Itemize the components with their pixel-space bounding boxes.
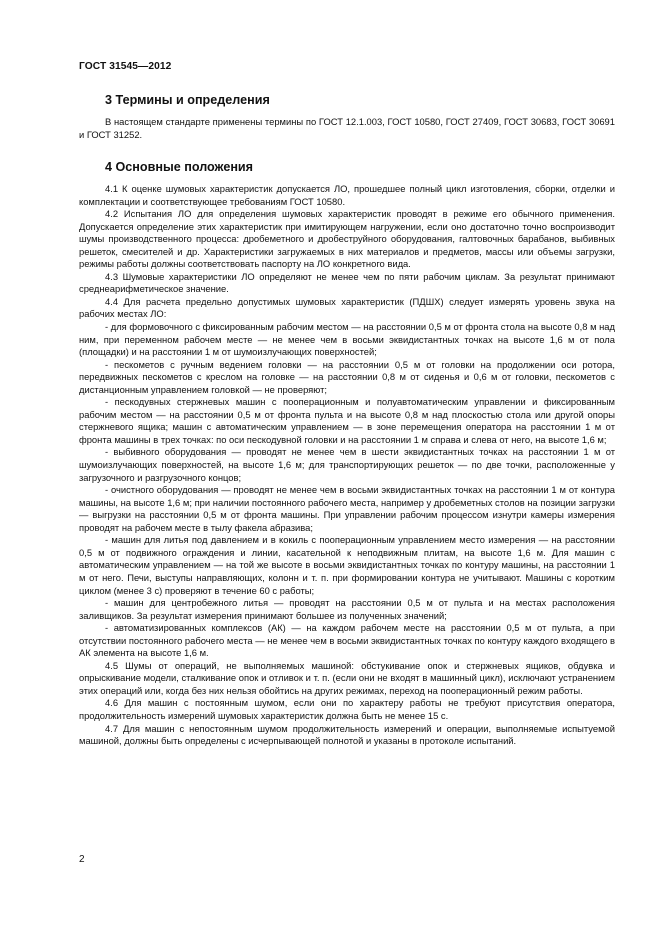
paragraph: 4.3 Шумовые характеристики ЛО определяют не менее чем по пяти рабочим циклам. За результат принимают среднеарифметическое значение.: [79, 270, 615, 295]
paragraph: В настоящем стандарте применены термины по ГОСТ 12.1.003, ГОСТ 10580, ГОСТ 27409, ГОСТ 30683, ГОСТ 30691 и ГОСТ 31252.: [79, 116, 615, 140]
paragraph: 4.5 Шумы от операций, не выполняемых машиной: обстукивание опок и стержневых ящиков, обдувка и опрыскивание модели, сталкивание опок и отливок и т. п. (если они не входят в машинный цикл), исключают устранением этих операций или, когда без них нельзя обойтись на других режимах, переход на пооперационный режим работы.: [79, 659, 615, 696]
document-header: ГОСТ 31545—2012: [79, 61, 172, 72]
list-item: - очистного оборудования — проводят не менее чем в восьми эквидистантных точках на расстоянии 1 м от контура машины, на высоте 1,6 м; при наличии постоянного рабочего места, например у дробеметных столов на позиции загрузки — выгрузки на расстоянии 0,5 м от фронта машины. При управлении рабочим процессом изнутри камеры измерения проводят на рабочем месте в тылу факела абразива;: [79, 484, 615, 533]
paragraph: 4.2 Испытания ЛО для определения шумовых характеристик проводят в режиме его обычного применения. Допускается определение этих характеристик при имитирующем нагружении, если оно достаточно точно воспроизводит шумы производственного процесса: дробеметного и дробеструйного оборудования, галтовочных барабанов, выбивных решеток, смесителей и др. Характеристики загружаемых в них материалов и предметов, массы или объемы загрузки, режимы работы должны соответствовать паспорту на ЛО конкретного вида.: [79, 208, 615, 270]
list-item: - выбивного оборудования — проводят не менее чем в шести эквидистантных точках на расстоянии 1 м от шумоизлучающих поверхностей, на высоте 1,6 м; для транспортирующих решеток — по две точки, расположенные у загрузочного и разгрузочного концов;: [79, 446, 615, 483]
list-item: - автоматизированных комплексов (АК) — на каждом рабочем месте на расстоянии 0,5 м от пульта, а при отсутствии постоянного рабочего места — не менее чем в восьми эквидистантных точках по контуру каждого входящего в АК элемента на высоте 1,6 м.: [79, 622, 615, 659]
list-item: - пескометов с ручным ведением головки — на расстоянии 0,5 м от головки на продолжении оси ротора, передвижных пескометов с креслом на головке — на расстоянии 0,8 м от сиденья и 0,6 м от головки, пескометов с дистанционным управлением головкой — не проверяют;: [79, 358, 615, 395]
list-item: - машин для литья под давлением и в кокиль с пооперационным управлением место измерения — на расстоянии 0,5 м от подвижного ограждения и линии, касательной к неподвижным плитам, на высоте 1,6 м. Для машин с автоматическим управлением — на той же высоте в восьми эквидистантных точках по контуру машины, на расстоянии 1 м от него. Печи, выступы направляющих, колонн и т. п. при формировании контура не учитывают. Машины с коротким циклом (менее 3 с) проверяют в течение 60 с работы;: [79, 534, 615, 596]
paragraph: 4.1 К оценке шумовых характеристик допускается ЛО, прошедшее полный цикл изготовления, сборки, отделки и комплектации и соответствующее требованиям ГОСТ 10580.: [79, 183, 615, 207]
page-number: 2: [79, 854, 85, 865]
paragraph: 4.7 Для машин с непостоянным шумом продолжительность измерений и операции, выполняемые испытуемой машиной, должны быть определены с исчерпывающей полнотой и указаны в протоколе испытаний.: [79, 722, 615, 747]
section-3-title: 3 Термины и определения: [105, 93, 270, 107]
paragraph: 4.4 Для расчета предельно допустимых шумовых характеристик (ПДШХ) следует измерять уровень звука на рабочих местах ЛО:: [79, 295, 615, 320]
list-item: - пескодувных стержневых машин с пооперационным и полуавтоматическим управлении и фиксированным рабочим местом — на расстоянии 0,5 м от фронта пульта и на высоте 0,8 м над плоскостью стола или другой опоры стержневого ящика; машин с автоматическим управлением — в зоне перемещения оператора на расстоянии 1 м от фронта машины в трех точках: по оси пескодувной головки и на расстоянии 1 м справа и слева от него, на высоте 1,6 м;: [79, 396, 615, 445]
section-4-title: 4 Основные положения: [105, 160, 254, 174]
list-item: - для формовочного с фиксированным рабочим местом — на расстоянии 0,5 м от фронта стола на высоте 0,8 м над ним, при переменном рабочем месте — не менее чем в восьми эквидистантных точках на высоте 1,6 м от пола (площадки) и на расстоянии 1 м от шумоизлучающих поверхностей;: [79, 321, 615, 358]
section-3-body: [79, 116, 615, 141]
section-4-body: [79, 183, 615, 748]
paragraph: 4.6 Для машин с постоянным шумом, если они по характеру работы не требуют присутствия оператора, продолжительность измерений шумовых характеристик должна быть не менее 15 с.: [79, 697, 615, 721]
list-item: - машин для центробежного литья — проводят на расстоянии 0,5 м от пульта и на местах расположения заливщиков. За результат измерения принимают большее из полученных значений;: [79, 597, 615, 621]
